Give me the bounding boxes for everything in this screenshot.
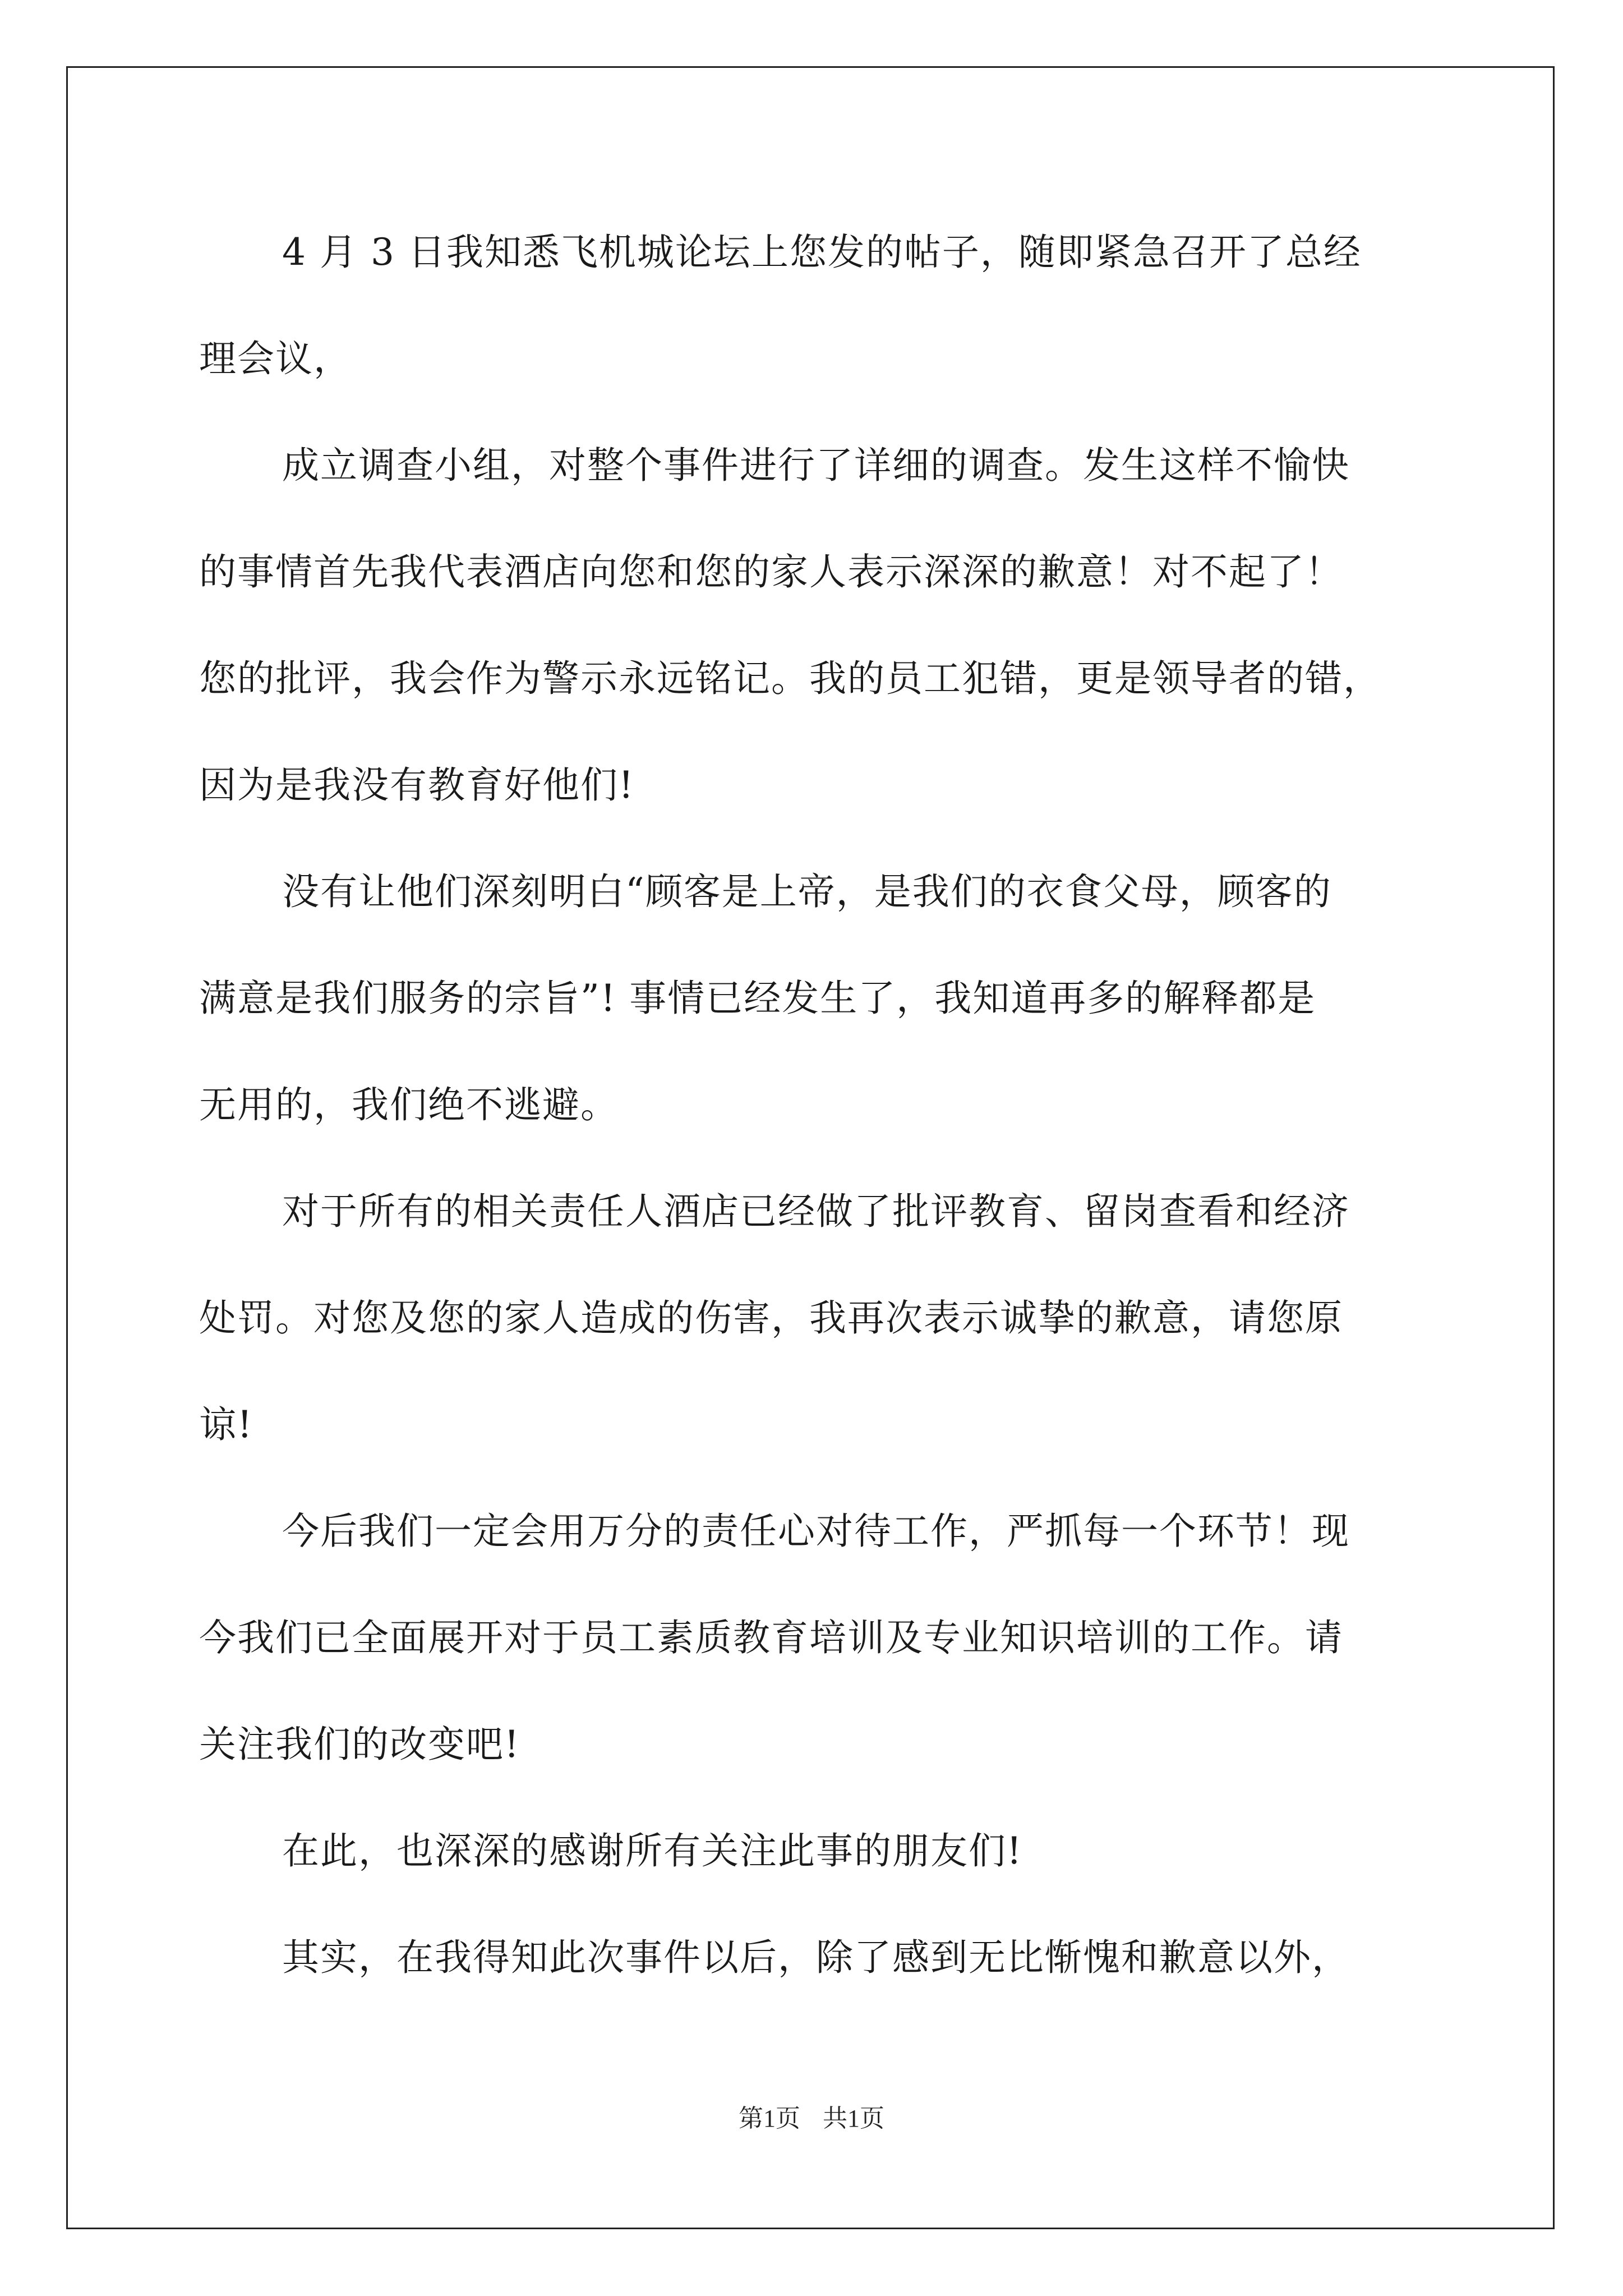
- paragraph-line: 谅!: [199, 1403, 253, 1446]
- page-number: 第1页: [739, 2105, 800, 2132]
- paragraph-line: 4 月 3 日我知悉飞机城论坛上您发的帖子，随即紧急召开了总经: [282, 231, 1362, 274]
- paragraph-line: 因为是我没有教育好他们!: [199, 763, 635, 807]
- page-total: 共1页: [823, 2105, 884, 2132]
- paragraph-line: 今后我们一定会用万分的责任心对待工作，严抓每一个环节！现: [282, 1510, 1350, 1553]
- document-body: [199, 199, 1461, 2011]
- paragraph-line: 您的批评，我会作为警示永远铭记。我的员工犯错，更是领导者的错，: [199, 657, 1381, 700]
- paragraph-line: 理会议，: [199, 337, 352, 380]
- paragraph-line: 对于所有的相关责任人酒店已经做了批评教育、留岗查看和经济: [282, 1190, 1350, 1233]
- paragraph-line: 今我们已全面展开对于员工素质教育培训及专业知识培训的工作。请: [199, 1616, 1343, 1659]
- paragraph-line: 成立调查小组，对整个事件进行了详细的调查。发生这样不愉快: [282, 444, 1350, 487]
- paragraph-line: 满意是我们服务的宗旨”! 事情已经发生了，我知道再多的解释都是: [199, 977, 1316, 1020]
- paragraph-line: 处罚。对您及您的家人造成的伤害，我再次表示诚挚的歉意，请您原: [199, 1296, 1343, 1340]
- paragraph-line: 关注我们的改变吧!: [199, 1723, 520, 1766]
- paragraph-line: 在此，也深深的感谢所有关注此事的朋友们!: [282, 1829, 1023, 1872]
- paragraph-line: 的事情首先我代表酒店向您和您的家人表示深深的歉意！对不起了！: [199, 550, 1343, 593]
- paragraph-line: 无用的，我们绝不逃避。: [199, 1083, 619, 1126]
- page-footer: [0, 2098, 1623, 2134]
- paragraph-line: 其实，在我得知此次事件以后，除了感到无比惭愧和歉意以外，: [282, 1936, 1350, 1979]
- paragraph-line: 没有让他们深刻明白“顾客是上帝，是我们的衣食父母，顾客的: [282, 870, 1332, 913]
